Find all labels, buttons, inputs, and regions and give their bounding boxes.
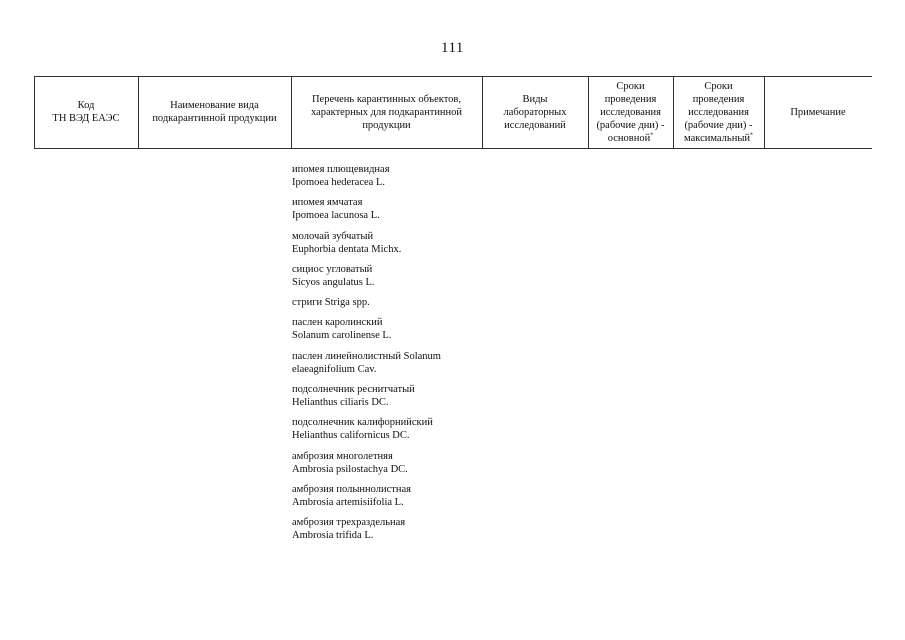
species-item: ипомея плющевидная Ipomoea hederacea L. [292, 164, 390, 188]
header-lab-types: Виды лабораторных исследований [503, 93, 567, 131]
species-item: молочай зубчатый Euphorbia dentata Michx. [292, 230, 402, 255]
page-number: 111 [441, 40, 464, 56]
footnote-mark: * [650, 132, 654, 138]
header-terms-main: Сроки проведения исследования (рабочие дни) - основной* [596, 80, 665, 144]
species-item: подсолнечник реснитчатый Helianthus ciliaris DC. [292, 384, 415, 409]
species-item: амброзия трехраздельная Ambrosia trifida L. [292, 517, 406, 542]
species-item: сициос угловатый Sicyos angulatus L. [292, 263, 375, 288]
quarantine-species-list [292, 163, 482, 550]
header-terms-max: Сроки проведения исследования (рабочие дни) - максимальный* [684, 80, 753, 144]
table-header-bottom-border [34, 148, 872, 149]
header-note: Примечание [790, 106, 846, 118]
species-item: стриги Striga spp. [292, 297, 370, 309]
species-item: паслен линейнолистный Solanum elaeagnifolium Cav. [292, 350, 441, 375]
footnote-mark: * [750, 132, 753, 138]
header-code: Код ТН ВЭД ЕАЭС [52, 100, 120, 124]
species-item: подсолнечник калифорнийский Helianthus californicus DC. [292, 417, 433, 442]
header-quarantine-objects: Перечень карантинных объектов, характерных для подкарантинной продукции [310, 93, 463, 131]
species-item: паслен каролинский Solanum carolinense L. [292, 317, 392, 342]
species-item: ипомея ямчатая Ipomoea lacunosa L. [292, 197, 380, 222]
species-item: амброзия многолетняя Ambrosia psilostachya DC. [292, 450, 408, 475]
header-product-name: Наименование вида подкарантинной продукции [152, 100, 277, 124]
species-item: амброзия полыннолистная Ambrosia artemisiifolia L. [292, 483, 411, 508]
